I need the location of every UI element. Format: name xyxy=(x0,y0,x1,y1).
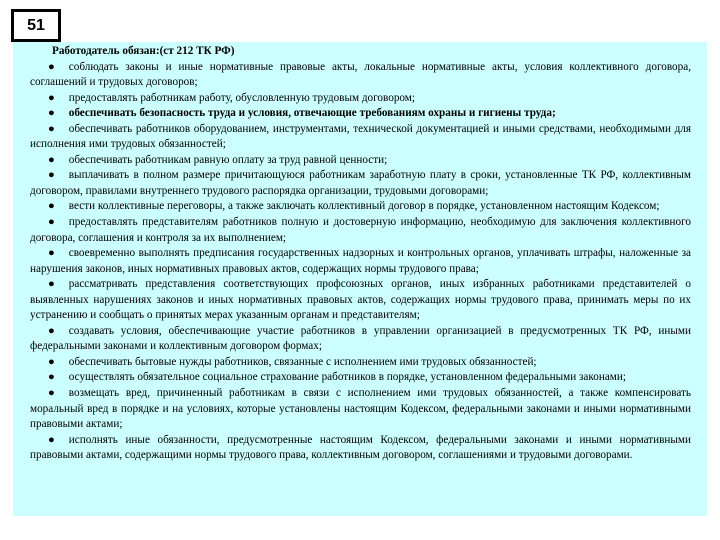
obligation-text: возмещать вред, причиненный работникам в связи с исполнением ими трудовых обязанностей, а также компенсировать моральный вред в порядке и на условиях, которые установлены настоящим Кодексом, федеральными законами и иными нормативными правовыми актами; xyxy=(30,387,691,431)
obligation-item xyxy=(30,91,691,107)
obligation-text: обеспечивать работникам равную оплату за труд равной ценности; xyxy=(68,153,388,166)
bullet-icon: ● xyxy=(48,216,55,229)
slide-number-box xyxy=(11,9,61,42)
bullet-icon: ● xyxy=(48,60,55,73)
bullet-icon: ● xyxy=(48,169,55,182)
obligation-item xyxy=(30,370,691,386)
obligation-item xyxy=(30,153,691,169)
bullet-icon: ● xyxy=(48,387,55,400)
obligation-text: исполнять иные обязанности, предусмотренные настоящим Кодексом, федеральными законами и иными нормативными правовыми актами, содержащими нормы трудового права, коллективным договором, соглашениями и трудовыми договорами. xyxy=(30,433,691,462)
bullet-icon: ● xyxy=(48,278,55,291)
obligation-text: обеспечивать работников оборудованием, инструментами, технической документацией и иными средствами, необходимыми для исполнения ими трудовых обязанностей; xyxy=(30,122,691,151)
obligation-text: предоставлять представителям работников полную и достоверную информацию, необходимую для заключения коллективного договора, соглашения и контроля за их выполнением; xyxy=(30,216,691,244)
document-content xyxy=(13,42,707,516)
slide-number: 51 xyxy=(14,12,58,39)
obligation-text: своевременно выполнять предписания государственных надзорных и контрольных органов, уплачивать штрафы, наложенные за нарушения законов, иных нормативных правовых актов, содержащих нормы трудового права; xyxy=(30,247,691,275)
document-heading: Работодатель обязан:(ст 212 ТК РФ) xyxy=(52,45,235,57)
obligation-text: рассматривать представления соответствующих профсоюзных органов, иных избранных работниками представителей о выявленных нарушениях законов и иных нормативных правовых актов, содержащих нормы трудового права, принимать меры по их устранению и сообщать о принятых мерах указанным органам и представителям; xyxy=(30,278,691,322)
bullet-icon: ● xyxy=(48,433,55,446)
bullet-icon: ● xyxy=(48,122,55,135)
bullet-icon: ● xyxy=(48,247,55,260)
obligation-item xyxy=(30,215,691,246)
bullet-icon: ● xyxy=(48,153,55,166)
bullet-icon: ● xyxy=(48,324,55,337)
obligation-item xyxy=(30,433,691,464)
obligation-text: предоставлять работникам работу, обусловленную трудовым договором; xyxy=(68,91,415,104)
obligation-item xyxy=(30,246,691,277)
bullet-icon: ● xyxy=(48,107,55,120)
obligation-item xyxy=(30,122,691,153)
obligation-item xyxy=(30,355,691,371)
obligation-item xyxy=(30,168,691,199)
obligation-text: создавать условия, обеспечивающие участие работников в управлении организацией в предусмотренных ТК РФ, иными федеральными законами и коллективным договором формах; xyxy=(30,324,691,353)
obligation-item xyxy=(30,277,691,324)
obligations-list xyxy=(30,60,691,464)
obligation-item xyxy=(30,199,691,215)
obligation-item xyxy=(30,324,691,355)
obligation-text: выплачивать в полном размере причитающуюся работникам заработную плату в сроки, установленные ТК РФ, коллективным договором, правилами внутреннего трудового распорядка организации, трудовыми договорами; xyxy=(30,169,691,197)
bullet-icon: ● xyxy=(48,200,55,213)
obligation-text: соблюдать законы и иные нормативные правовые акты, локальные нормативные акты, условия коллективного договора, соглашений и трудовых договоров; xyxy=(30,60,691,89)
obligation-item xyxy=(30,386,691,433)
obligation-text: обеспечивать безопасность труда и условия, отвечающие требованиям охраны и гигиены труда; xyxy=(68,107,556,120)
obligation-item xyxy=(30,60,691,91)
obligation-text: обеспечивать бытовые нужды работников, связанные с исполнением ими трудовых обязанностей; xyxy=(68,355,537,368)
bullet-icon: ● xyxy=(48,355,55,368)
obligation-text: осуществлять обязательное социальное страхование работников в порядке, установленном федеральными законами; xyxy=(68,371,626,384)
obligation-item xyxy=(30,106,691,122)
bullet-icon: ● xyxy=(48,371,55,384)
bullet-icon: ● xyxy=(48,91,55,104)
obligation-text: вести коллективные переговоры, а также заключать коллективный договор в порядке, установленном настоящим Кодексом; xyxy=(68,200,660,213)
